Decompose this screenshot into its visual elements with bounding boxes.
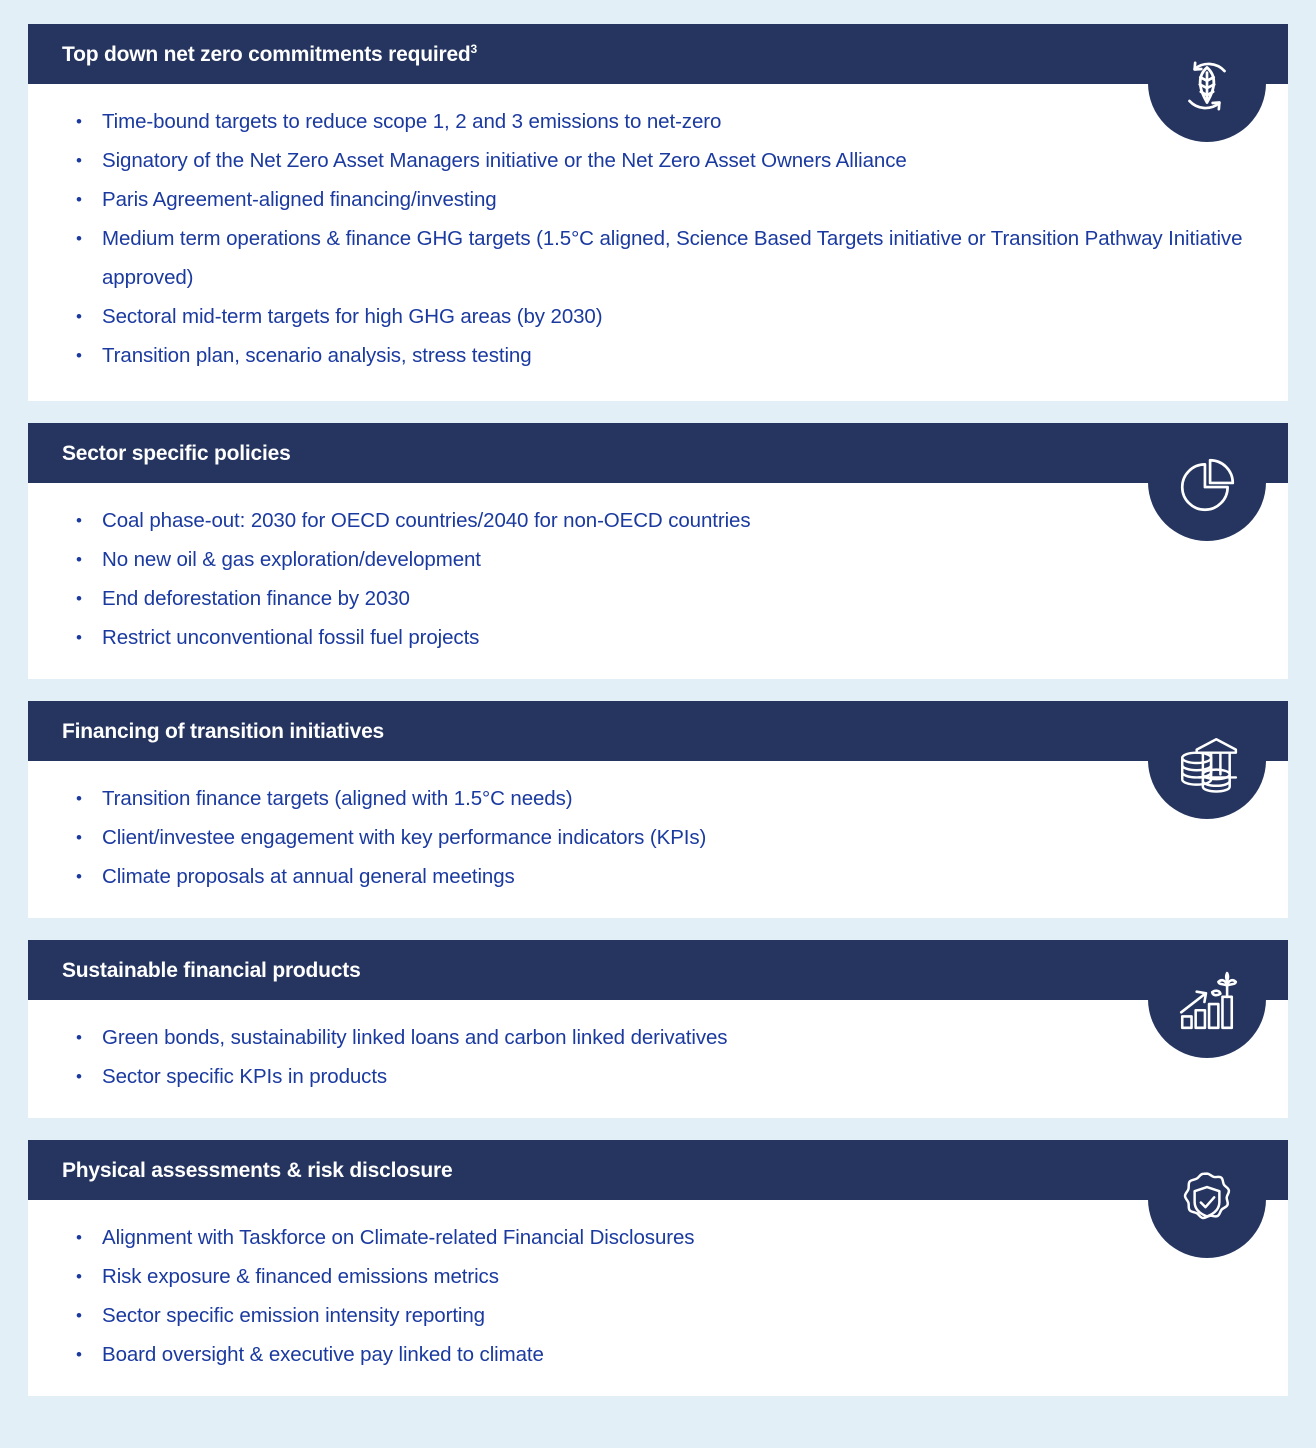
gear-shield-check-icon xyxy=(1148,1140,1266,1258)
bullet-list xyxy=(68,1218,1248,1374)
commitment-card xyxy=(28,940,1288,1118)
leaf-recycle-icon xyxy=(1148,24,1266,142)
card-body xyxy=(28,761,1288,918)
bullet-item: • Sector specific KPIs in products xyxy=(68,1057,1248,1096)
bullet-item: • Client/investee engagement with key performance indicators (KPIs) xyxy=(68,818,1248,857)
card-title: Sustainable financial products xyxy=(62,958,361,982)
card-title-footnote-marker: 3 xyxy=(470,41,478,56)
card-body xyxy=(28,1000,1288,1118)
bullet-item: • Restrict unconventional fossil fuel projects xyxy=(68,618,1248,657)
bullet-item: • Climate proposals at annual general meetings xyxy=(68,857,1248,896)
bullet-item: • Risk exposure & financed emissions metrics xyxy=(68,1257,1248,1296)
bullet-item: • Board oversight & executive pay linked to climate xyxy=(68,1335,1248,1374)
card-title: Financing of transition initiatives xyxy=(62,719,385,743)
card-header xyxy=(28,24,1288,84)
bullet-list xyxy=(68,1018,1248,1096)
commitment-card xyxy=(28,701,1288,918)
bank-coins-icon xyxy=(1148,701,1266,819)
bullet-item: • Signatory of the Net Zero Asset Managers initiative or the Net Zero Asset Owners Alliance xyxy=(68,141,1248,180)
bullet-item: • Paris Agreement-aligned financing/investing xyxy=(68,180,1248,219)
card-title: Sector specific policies xyxy=(62,441,291,465)
bullet-item: • Time-bound targets to reduce scope 1, 2 and 3 emissions to net-zero xyxy=(68,102,1248,141)
card-header xyxy=(28,701,1288,761)
bullet-item: • Alignment with Taskforce on Climate-related Financial Disclosures xyxy=(68,1218,1248,1257)
bullet-item: • End deforestation finance by 2030 xyxy=(68,579,1248,618)
bullet-item: • No new oil & gas exploration/development xyxy=(68,540,1248,579)
card-title: Physical assessments & risk disclosure xyxy=(62,1158,453,1182)
card-header xyxy=(28,423,1288,483)
bullet-item: • Coal phase-out: 2030 for OECD countries/2040 for non-OECD countries xyxy=(68,501,1248,540)
bullet-item: • Medium term operations & finance GHG targets (1.5°C aligned, Science Based Targets initiative or Transition Pathway Initiative approved) xyxy=(68,219,1248,297)
bullet-list xyxy=(68,501,1248,657)
card-title: Top down net zero commitments required$^3$ xyxy=(62,41,478,66)
card-header xyxy=(28,940,1288,1000)
card-body xyxy=(28,84,1288,401)
bullet-item: • Green bonds, sustainability linked loans and carbon linked derivatives xyxy=(68,1018,1248,1057)
growth-chart-leaf-icon xyxy=(1148,940,1266,1058)
bullet-item: • Sector specific emission intensity reporting xyxy=(68,1296,1248,1335)
commitment-card xyxy=(28,423,1288,679)
card-body xyxy=(28,483,1288,679)
bullet-list xyxy=(68,102,1248,375)
bullet-item: • Transition plan, scenario analysis, stress testing xyxy=(68,336,1248,375)
bullet-item: • Transition finance targets (aligned with 1.5°C needs) xyxy=(68,779,1248,818)
bullet-item: • Sectoral mid-term targets for high GHG areas (by 2030) xyxy=(68,297,1248,336)
card-header xyxy=(28,1140,1288,1200)
commitment-card xyxy=(28,24,1288,401)
bullet-list xyxy=(68,779,1248,896)
commitment-card xyxy=(28,1140,1288,1396)
pie-chart-icon xyxy=(1148,423,1266,541)
card-body xyxy=(28,1200,1288,1396)
